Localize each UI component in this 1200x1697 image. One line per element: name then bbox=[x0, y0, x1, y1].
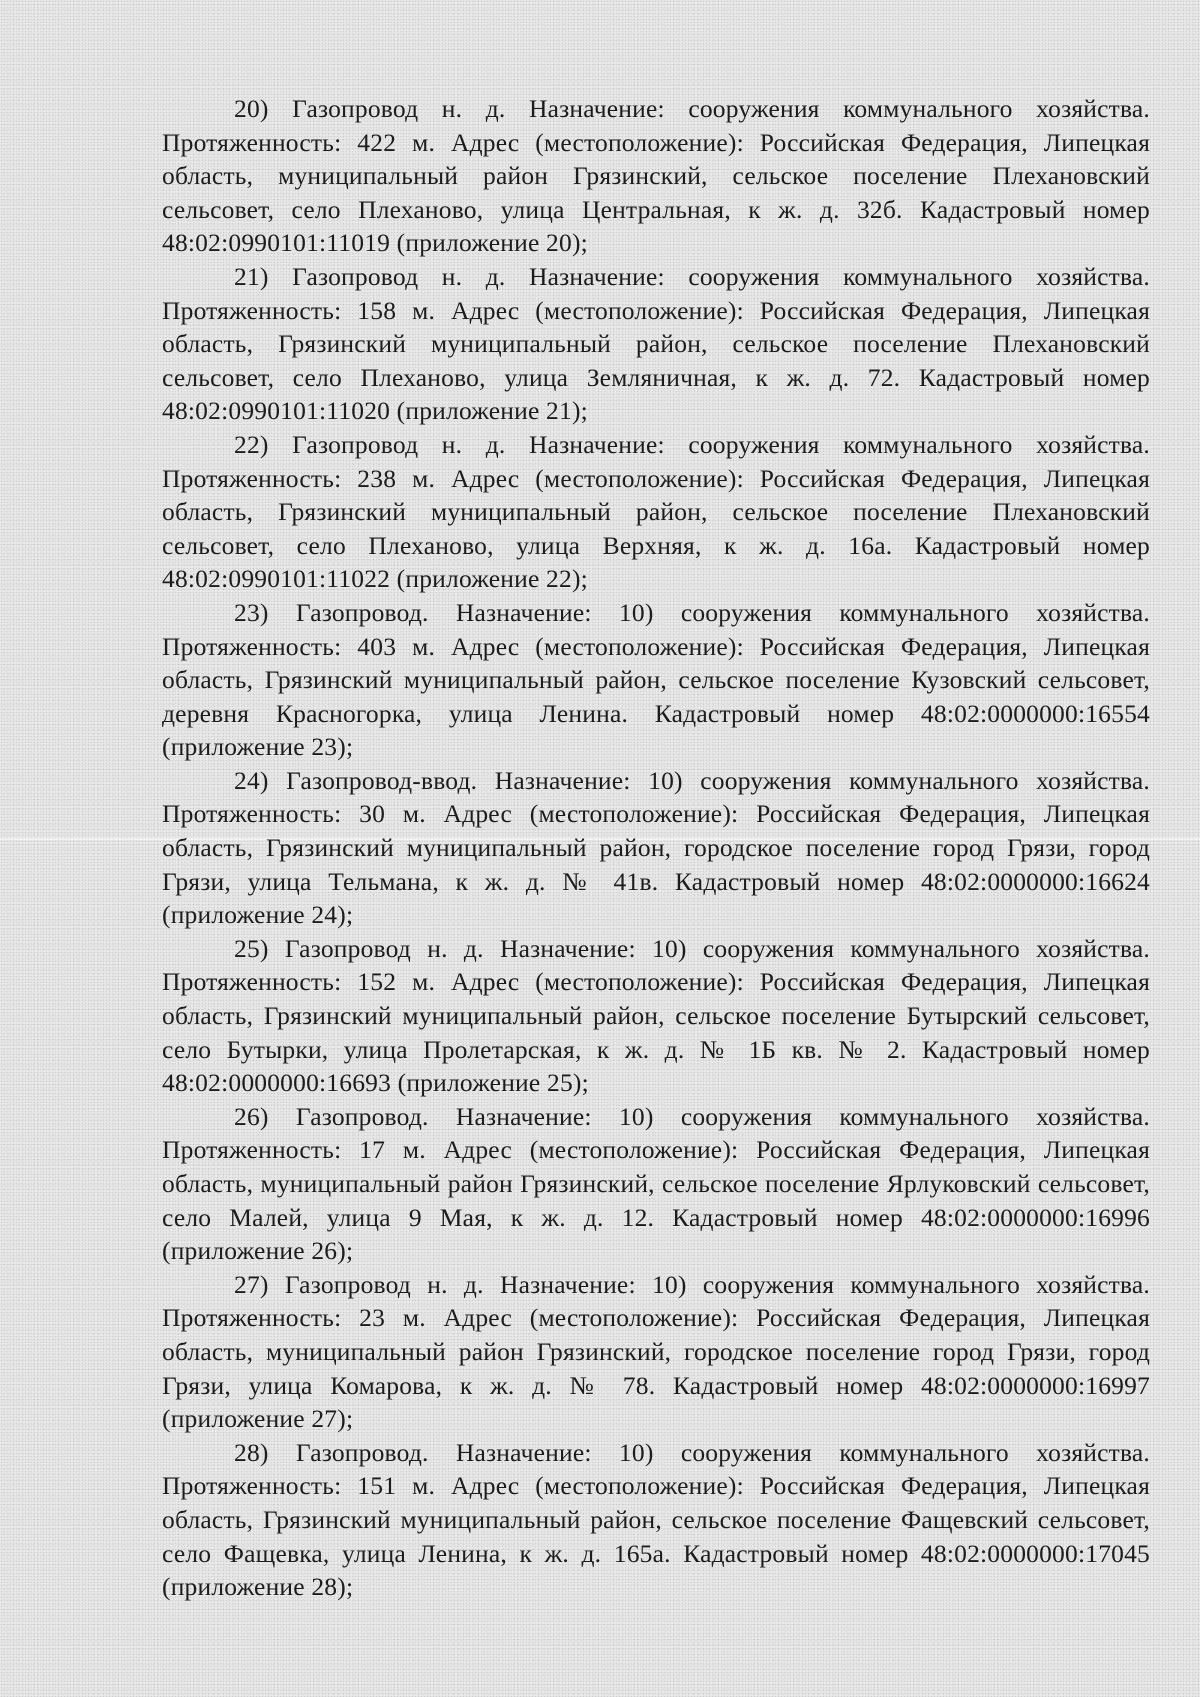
item-text: Газопровод. Назначение: 10) сооружения коммунального хозяйства. Протяженность: 17 м. Адрес (местоположение): Российская Федерация, Липецкая область, муниципальный район Грязинский, сельское поселение Ярлуковский сельсовет, село Малей, улица 9 Мая, к ж. д. 12. Кадастровый номер 48:02:0000000:16996 (приложение 26); bbox=[162, 1101, 1151, 1266]
item-number: 23) bbox=[234, 597, 269, 627]
list-item bbox=[162, 1100, 1150, 1268]
item-text: Газопровод н. д. Назначение: сооружения коммунального хозяйства. Протяженность: 422 м. Адрес (местоположение): Российская Федерация, Липецкая область, муниципальный район Грязинский, сельское поселение Плехановский сельсовет, село Плеханово, улица Центральная, к ж. д. 32б. Кадастровый номер 48:02:0990101:11019 (приложение 20); bbox=[162, 94, 1150, 258]
list-item bbox=[162, 764, 1150, 932]
item-number: 27) bbox=[234, 1269, 269, 1299]
item-number: 20) bbox=[234, 94, 269, 123]
item-text: Газопровод. Назначение: 10) сооружения коммунального хозяйства. Протяженность: 151 м. Адрес (местоположение): Российская Федерация, Липецкая область, Грязинский муниципальный район, сельское поселение Фащевский сельсовет, село Фащевка, улица Ленина, к ж. д. 165а. Кадастровый номер 48:02:0000000:17045 (приложение 28); bbox=[162, 1437, 1151, 1602]
item-number: 21) bbox=[234, 261, 269, 291]
item-text: Газопровод н. д. Назначение: 10) сооружения коммунального хозяйства. Протяженность: 23 м. Адрес (местоположение): Российская Федерация, Липецкая область, муниципальный район Грязинский, городское поселение город Грязи, город Грязи, улица Комарова, к ж. д. № 78. Кадастровый номер 48:02:0000000:16997 (приложение 27); bbox=[162, 1269, 1151, 1434]
list-item bbox=[162, 932, 1150, 1100]
list-item bbox=[162, 260, 1150, 428]
item-text: Газопровод-ввод. Назначение: 10) сооружения коммунального хозяйства. Протяженность: 30 м. Адрес (местоположение): Российская Федерация, Липецкая область, Грязинский муниципальный район, городское поселение город Грязи, город Грязи, улица Тельмана, к ж. д. № 41в. Кадастровый номер 48:02:0000000:16624 (приложение 24); bbox=[162, 765, 1150, 930]
item-number: 28) bbox=[234, 1437, 269, 1467]
item-text: Газопровод н. д. Назначение: 10) сооружения коммунального хозяйства. Протяженность: 152 м. Адрес (местоположение): Российская Федерация, Липецкая область, Грязинский муниципальный район, сельское поселение Бутырский сельсовет, село Бутырки, улица Пролетарская, к ж. д. № 1Б кв. № 2. Кадастровый номер 48:02:0000000:16693 (приложение 25); bbox=[162, 933, 1151, 1098]
item-number: 24) bbox=[234, 765, 269, 795]
list-item bbox=[162, 596, 1150, 764]
item-text: Газопровод. Назначение: 10) сооружения коммунального хозяйства. Протяженность: 403 м. Адрес (местоположение): Российская Федерация, Липецкая область, Грязинский муниципальный район, сельское поселение Кузовский сельсовет, деревня Красногорка, улица Ленина. Кадастровый номер 48:02:0000000:16554 (приложение 23); bbox=[162, 597, 1151, 762]
list-item bbox=[162, 1436, 1150, 1604]
item-text: Газопровод н. д. Назначение: сооружения коммунального хозяйства. Протяженность: 238 м. Адрес (местоположение): Российская Федерация, Липецкая область, Грязинский муниципальный район, сельское поселение Плехановский сельсовет, село Плеханово, улица Верхняя, к ж. д. 16а. Кадастровый номер 48:02:0990101:11022 (приложение 22); bbox=[162, 429, 1150, 594]
list-item bbox=[162, 428, 1150, 596]
item-number: 26) bbox=[234, 1101, 269, 1131]
item-number: 22) bbox=[234, 429, 269, 459]
document-body bbox=[162, 92, 1150, 1604]
item-number: 25) bbox=[234, 933, 269, 963]
item-text: Газопровод н. д. Назначение: сооружения коммунального хозяйства. Протяженность: 158 м. Адрес (местоположение): Российская Федерация, Липецкая область, Грязинский муниципальный район, сельское поселение Плехановский сельсовет, село Плеханово, улица Земляничная, к ж. д. 72. Кадастровый номер 48:02:0990101:11020 (приложение 21); bbox=[162, 261, 1150, 426]
list-item bbox=[162, 1268, 1150, 1436]
list-item bbox=[162, 92, 1150, 260]
